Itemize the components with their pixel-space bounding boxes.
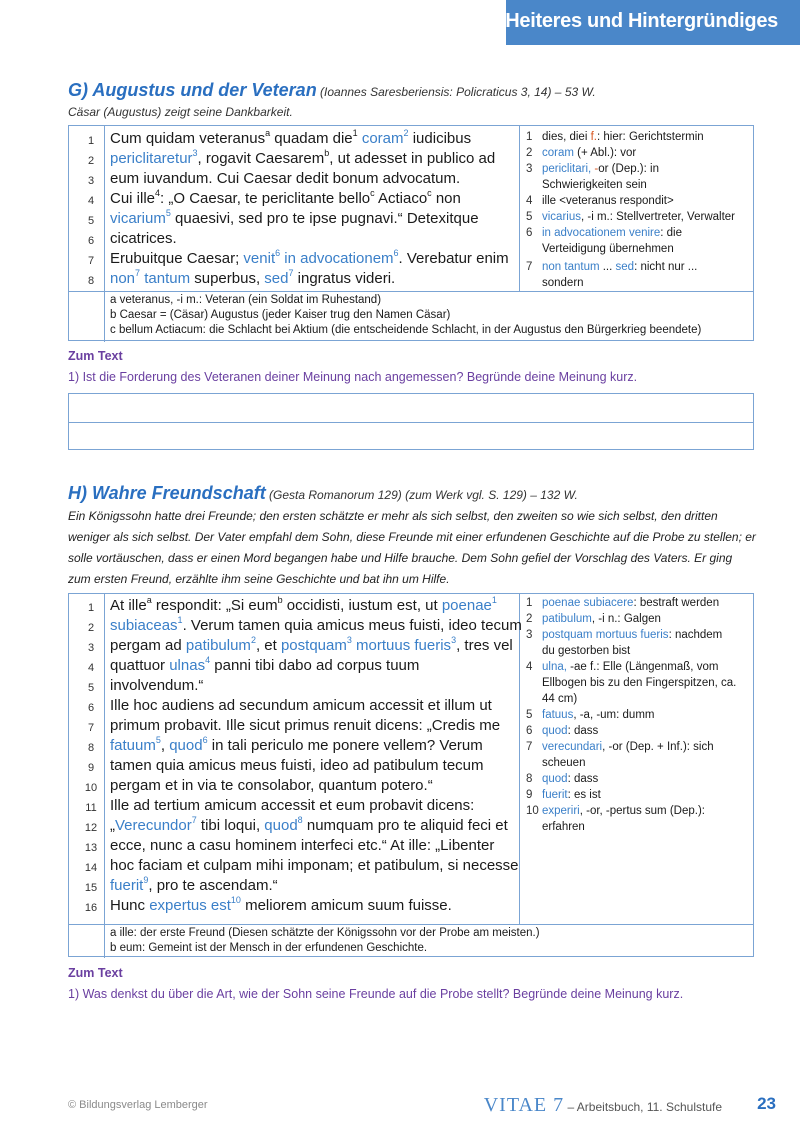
section-h-text-box: 1 2 3 4 5 6 7 8 9 10 11 12 13 14 15 16 At ille$^a$ respondit: „Si eum$^b$ occidisti, iustum est, ut poenae$^1$ subiaceas$^1$. Verum tamen quia amicus meus fuisti, ideo tecum pergam ad patibulum$^2$, et postquam$^3$ mortuus fueris$^3$, tres vel quattuor ulnas$^4$ panni tibi dabo ad corpus tuum involvendum.“ Ille hoc audiens ad secundum amicum accessit et illum ut primum probavit. Ille sicut primus renuit dicens: „Credis me fatuum$^5$, quod$^6$ in tali periculo me ponere vellem? Verum tamen quia amicus meus fuisti, ideo ad patibulum tecum pergam et in via te consolabor, quantum potero.“ Ille ad tertium amicum accessit et eum probavit dicens: „Verecundor$^7$ tibi loqui, quod$^8$ numquam pro te aliquid feci et ecce, nunc a casu hominem interfeci etc.“ At ille: „Libenter hoc faciam et culpam mihi imponam; et patibulum, si necesse fuerit$^9$, pro te ascendam.“ Hunc expertus est$^{10}$ meliorem amicum suum fuisse. 1 poenae subiacere: bestraft werden 2 patibulum, -i n.: Galgen 3 postquam mortuus fueris: nachdem du gestorben bist 4 ulna, -ae f.: Elle (Längenmaß, vom Ellbogen bis zu den Fingerspitzen, ca. 44 cm) 5 fatuus, -a, -um: dumm 6 quod: dass 7 verecundari, -or (Dep. + Inf.): sich scheuen 8 quod: dass 9 fuerit: es ist 10 experiri, -or, -pertus sum (Dep.): erfahren a ille: der erste Freund (Diesen schätzte der Königssohn vor der Probe am meisten.) b eum: Gemeint ist der Mensch in der erfundenen Geschichte. — [68, 593, 754, 957]
line-number: 2 — [87, 622, 95, 634]
section-h-title: H) Wahre Freundschaft — [68, 483, 266, 503]
line-number: 8 — [87, 742, 95, 754]
section-g-task: 1) Ist die Forderung des Veteranen deiner Meinung nach angemessen? Begründe deine Meinung kurz. — [68, 370, 638, 384]
section-g-task-heading: Zum Text — [68, 349, 123, 363]
line-number: 1 — [87, 135, 95, 147]
footnote: b eum: Gemeint ist der Mensch in der erfundenen Geschichte. — [110, 942, 428, 954]
section-g-title: G) Augustus und der Veteran — [68, 80, 317, 100]
footnote: a veteranus, -i m.: Veteran (ein Soldat im Ruhestand) — [110, 294, 382, 306]
line-number: 1 — [87, 602, 95, 614]
footer-book-info — [484, 1094, 722, 1117]
line-number: 10 — [84, 782, 98, 794]
line-number: 15 — [84, 882, 98, 894]
line-number: 2 — [87, 155, 95, 167]
section-h-heading — [68, 483, 578, 504]
line-number: 6 — [87, 702, 95, 714]
footer-brand: VITAE 7 — [483, 1094, 565, 1116]
section-g-subtitle: Cäsar (Augustus) zeigt seine Dankbarkeit. — [68, 105, 293, 119]
footnote: b Caesar = (Cäsar) Augustus (jeder Kaiser trug den Namen Cäsar) — [110, 309, 451, 321]
section-h-glossary: 1 poenae subiacere: bestraft werden 2 patibulum, -i n.: Galgen 3 postquam mortuus fueris: nachdem du gestorben bist 4 ulna, -ae f.: Elle (Längenmaß, vom Ellbogen bis zu den Fingerspitzen, ca. 44 cm) 5 fatuus, -a, -um: dumm 6 quod: dass 7 verecundari, -or (Dep. + Inf.): sich scheuen 8 quod: dass 9 fuerit: es ist 10 experiri, -or, -pertus sum (Dep.): erfahren — [526, 597, 737, 833]
section-g-heading — [68, 80, 596, 101]
line-number: 11 — [85, 802, 97, 814]
section-g-glossary: 1 dies, diei f.: hier: Gerichtstermin 2 coram (+ Abl.): vor 3 periclitari, -or (Dep.): in Schwierigkeiten sein 4 ille <veteranus respondit> 5 vicarius, -i m.: Stellvertreter, Verwalter 6 in advocationem venire: die Verteidigung übernehmen 7 non tantum ... sed: nicht nur ... sondern — [526, 131, 735, 289]
line-number: 5 — [87, 682, 95, 694]
line-number: 4 — [87, 195, 95, 207]
line-number: 4 — [87, 662, 95, 674]
footer-subtitle: – Arbeitsbuch, 11. Schulstufe — [567, 1100, 722, 1114]
line-number: 12 — [84, 822, 98, 834]
header-title: Heiteres und Hintergründiges — [505, 10, 778, 32]
footnote: a ille: der erste Freund (Diesen schätzte der Königssohn vor der Probe am meisten.) — [110, 927, 540, 939]
line-number: 5 — [87, 215, 95, 227]
line-number: 13 — [84, 842, 98, 854]
page-number: 23 — [757, 1094, 776, 1113]
line-number: 9 — [87, 762, 95, 774]
section-g-source: (Ioannes Saresberiensis: Policraticus 3, 14) – 53 W. — [320, 85, 596, 99]
line-number: 14 — [84, 862, 98, 874]
line-number: 6 — [87, 235, 95, 247]
section-g-text-box: 1 2 3 4 5 6 7 8 Cum quidam veteranus$^a$ quadam die$^1$ coram$^2$ iudicibus periclitaretur$^3$, rogavit Caesarem$^b$, ut adesset in publico ad eum iuvandum. Cui Caesar dedit bonum advocatum. Cui ille$^4$: „O Caesar, te periclitante bello$^c$ Actiaco$^c$ non vicarium$^5$ quaesivi, sed pro te ipse pugnavi.“ Detexitque cicatrices. Erubuitque Caesar; venit$^6$ in advocationem$^6$. Verebatur enim non$^7$ tantum superbus, sed$^7$ ingratus videri. 1 dies, diei f.: hier: Gerichtstermin 2 coram (+ Abl.): vor 3 periclitari, -or (Dep.): in Schwierigkeiten sein 4 ille <veteranus respondit> 5 vicarius, -i m.: Stellvertreter, Verwalter 6 in advocationem venire: die Verteidigung übernehmen 7 non tantum ... sed: nicht nur ... sondern a veteranus, -i m.: Veteran (ein Soldat im Ruhestand) b Caesar = (Cäsar) Augustus (jeder Kaiser trug den Namen Cäsar) c bellum Actiacum: die Schlacht bei Aktium (die entscheidende Schlacht, in der Augustus den Bürgerkrieg beendete) — [68, 125, 754, 341]
section-h-task-heading: Zum Text — [68, 966, 123, 980]
line-number: 3 — [87, 642, 95, 654]
line-number: 16 — [84, 902, 98, 914]
section-h-intro: Ein Königssohn hatte drei Freunde; den ersten schätzte er mehr als sich selbst, den zweiten so wie sich selbst, den dritten weniger als sich selbst. Der Vater empfahl dem Sohn, diese Freunde mit einer erfundenen Geschichte auf die Probe zu stellen; er solle vortäuschen, dass er einen Mord begangen habe und Hilfe brauche. Dem Sohn gefiel der Vorschlag des Vaters. Er ging zum ersten Freund, erzählte ihm seine Geschichte und bat ihn um Hilfe. — [68, 509, 756, 586]
footer-copyright: © Bildungsverlag Lemberger — [68, 1099, 208, 1111]
section-h-task: 1) Was denkst du über die Art, wie der Sohn seine Freunde auf die Probe stellt? Begründe deine Meinung kurz. — [68, 987, 684, 1001]
line-number: 7 — [87, 255, 95, 267]
footnote: c bellum Actiacum: die Schlacht bei Aktium (die entscheidende Schlacht, in der Augustus den Bürgerkrieg beendete) — [110, 324, 702, 336]
header-banner — [506, 0, 800, 45]
section-h-source: (Gesta Romanorum 129) (zum Werk vgl. S. 129) – 132 W. — [269, 488, 578, 502]
line-number: 3 — [87, 175, 95, 187]
line-number: 8 — [87, 275, 95, 287]
line-number: 7 — [87, 722, 95, 734]
section-g-answer-box[interactable] — [68, 393, 754, 450]
